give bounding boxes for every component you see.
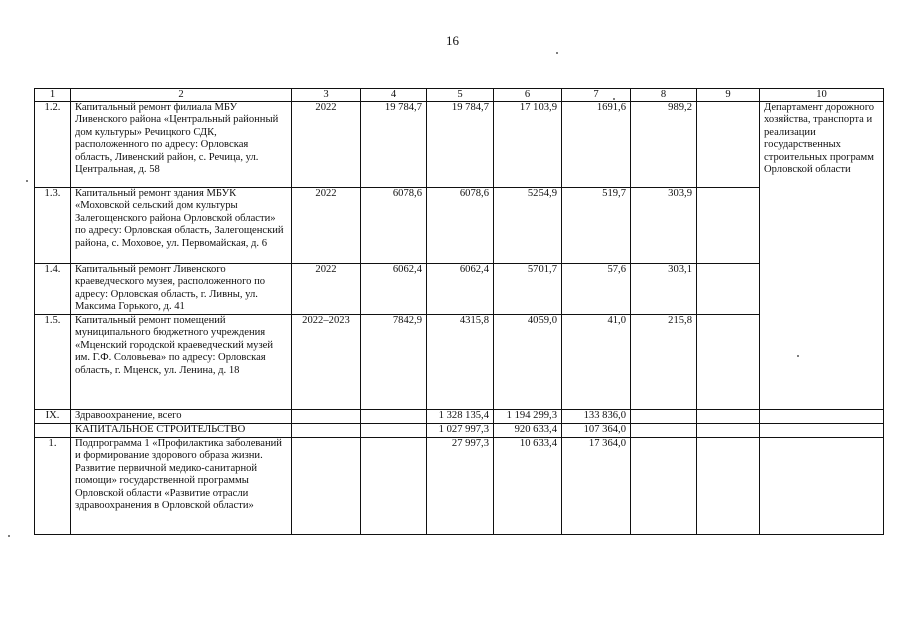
cell-col6: 920 633,4: [494, 424, 562, 438]
cell-col6: 10 633,4: [494, 438, 562, 535]
cell-col7: 57,6: [562, 264, 631, 315]
row-number: 1.5.: [35, 315, 71, 410]
scan-speck: [8, 535, 10, 537]
row-description: Подпрограмма 1 «Профилактика заболеваний и формирование здорового образа жизни. Развитие первичной медико-санитарной помощи» государственной программы Орловской области «Развитие отрасли здравоохранения в Орловской области»: [71, 438, 292, 535]
cell-col7: 519,7: [562, 188, 631, 264]
column-header: 9: [697, 89, 760, 102]
budget-table: [34, 88, 884, 535]
cell-col6: 17 103,9: [494, 102, 562, 188]
table-row: [35, 102, 884, 188]
cell-col6: 5701,7: [494, 264, 562, 315]
row-description: Капитальный ремонт филиала МБУ Ливенского района «Центральный районный дом культуры» Речицкого СДК, расположенного по адресу: Орловская область, Ливенский район, с. Речица, ул. Центральная, д. 58: [71, 102, 292, 188]
column-number-row: [35, 89, 884, 102]
table-row-capital: [35, 424, 884, 438]
cell-col10: [760, 410, 884, 424]
cell-col4: 7842,9: [361, 315, 427, 410]
row-year: 2022: [292, 102, 361, 188]
cell-col3: [292, 424, 361, 438]
row-number: [35, 424, 71, 438]
row-number: 1.2.: [35, 102, 71, 188]
column-header: 5: [427, 89, 494, 102]
cell-col9: [697, 410, 760, 424]
cell-col5: 4315,8: [427, 315, 494, 410]
cell-col5: 19 784,7: [427, 102, 494, 188]
column-header: 1: [35, 89, 71, 102]
table-row: [35, 188, 884, 264]
cell-col8: [631, 438, 697, 535]
cell-col4: 6062,4: [361, 264, 427, 315]
row-description: Здравоохранение, всего: [71, 410, 292, 424]
cell-col9: [697, 315, 760, 410]
cell-col5: 1 328 135,4: [427, 410, 494, 424]
cell-col5: 27 997,3: [427, 438, 494, 535]
department-cell: Департамент дорожного хозяйства, транспорта и реализации государственных строительных программ Орловской области: [760, 102, 884, 410]
row-year: 2022: [292, 264, 361, 315]
cell-col4: [361, 424, 427, 438]
scan-speck: [556, 52, 558, 54]
cell-col7: 41,0: [562, 315, 631, 410]
cell-col3: [292, 410, 361, 424]
cell-col8: [631, 410, 697, 424]
row-description: Капитальный ремонт здания МБУК «Моховской сельский дом культуры Залегощенского района Орловской области» по адресу: Орловская область, Залегощенский района, с. Моховое, ул. Первомайская, д. 6: [71, 188, 292, 264]
cell-col8: [631, 424, 697, 438]
table-row-section-total: [35, 410, 884, 424]
cell-col8: 215,8: [631, 315, 697, 410]
cell-col5: 1 027 997,3: [427, 424, 494, 438]
cell-col5: 6062,4: [427, 264, 494, 315]
cell-col5: 6078,6: [427, 188, 494, 264]
scan-speck: [26, 180, 28, 182]
cell-col9: [697, 188, 760, 264]
scan-speck: [613, 98, 615, 100]
cell-col9: [697, 264, 760, 315]
cell-col6: 5254,9: [494, 188, 562, 264]
cell-col7: 133 836,0: [562, 410, 631, 424]
scan-speck: [797, 355, 799, 357]
cell-col7: 1691,6: [562, 102, 631, 188]
row-number: 1.4.: [35, 264, 71, 315]
row-number: 1.: [35, 438, 71, 535]
row-number: IX.: [35, 410, 71, 424]
cell-col9: [697, 424, 760, 438]
cell-col4: 6078,6: [361, 188, 427, 264]
cell-col8: 303,9: [631, 188, 697, 264]
row-number: 1.3.: [35, 188, 71, 264]
column-header: 2: [71, 89, 292, 102]
cell-col10: [760, 438, 884, 535]
column-header: 7: [562, 89, 631, 102]
cell-col6: 4059,0: [494, 315, 562, 410]
cell-col4: [361, 410, 427, 424]
table-row: [35, 315, 884, 410]
cell-col4: [361, 438, 427, 535]
column-header: 6: [494, 89, 562, 102]
cell-col8: 303,1: [631, 264, 697, 315]
row-year: 2022: [292, 188, 361, 264]
column-header: 4: [361, 89, 427, 102]
cell-col8: 989,2: [631, 102, 697, 188]
table-row: [35, 264, 884, 315]
table-row-subprogram: [35, 438, 884, 535]
cell-col4: 19 784,7: [361, 102, 427, 188]
page-number: 16: [446, 33, 459, 48]
cell-col3: [292, 438, 361, 535]
row-description: КАПИТАЛЬНОЕ СТРОИТЕЛЬСТВО: [71, 424, 292, 438]
cell-col9: [697, 102, 760, 188]
cell-col7: 17 364,0: [562, 438, 631, 535]
column-header: 3: [292, 89, 361, 102]
cell-col10: [760, 424, 884, 438]
column-header: 10: [760, 89, 884, 102]
column-header: 8: [631, 89, 697, 102]
cell-col6: 1 194 299,3: [494, 410, 562, 424]
row-year: 2022–2023: [292, 315, 361, 410]
cell-col7: 107 364,0: [562, 424, 631, 438]
cell-col9: [697, 438, 760, 535]
row-description: Капитальный ремонт помещений муниципального бюджетного учреждения «Мценский городской краеведческий музей им. Г.Ф. Соловьева» по адресу: Орловская область, г. Мценск, ул. Ленина, д. 18: [71, 315, 292, 410]
row-description: Капитальный ремонт Ливенского краеведческого музея, расположенного по адресу: Орловская область, г. Ливны, ул. Максима Горького, д. 41: [71, 264, 292, 315]
